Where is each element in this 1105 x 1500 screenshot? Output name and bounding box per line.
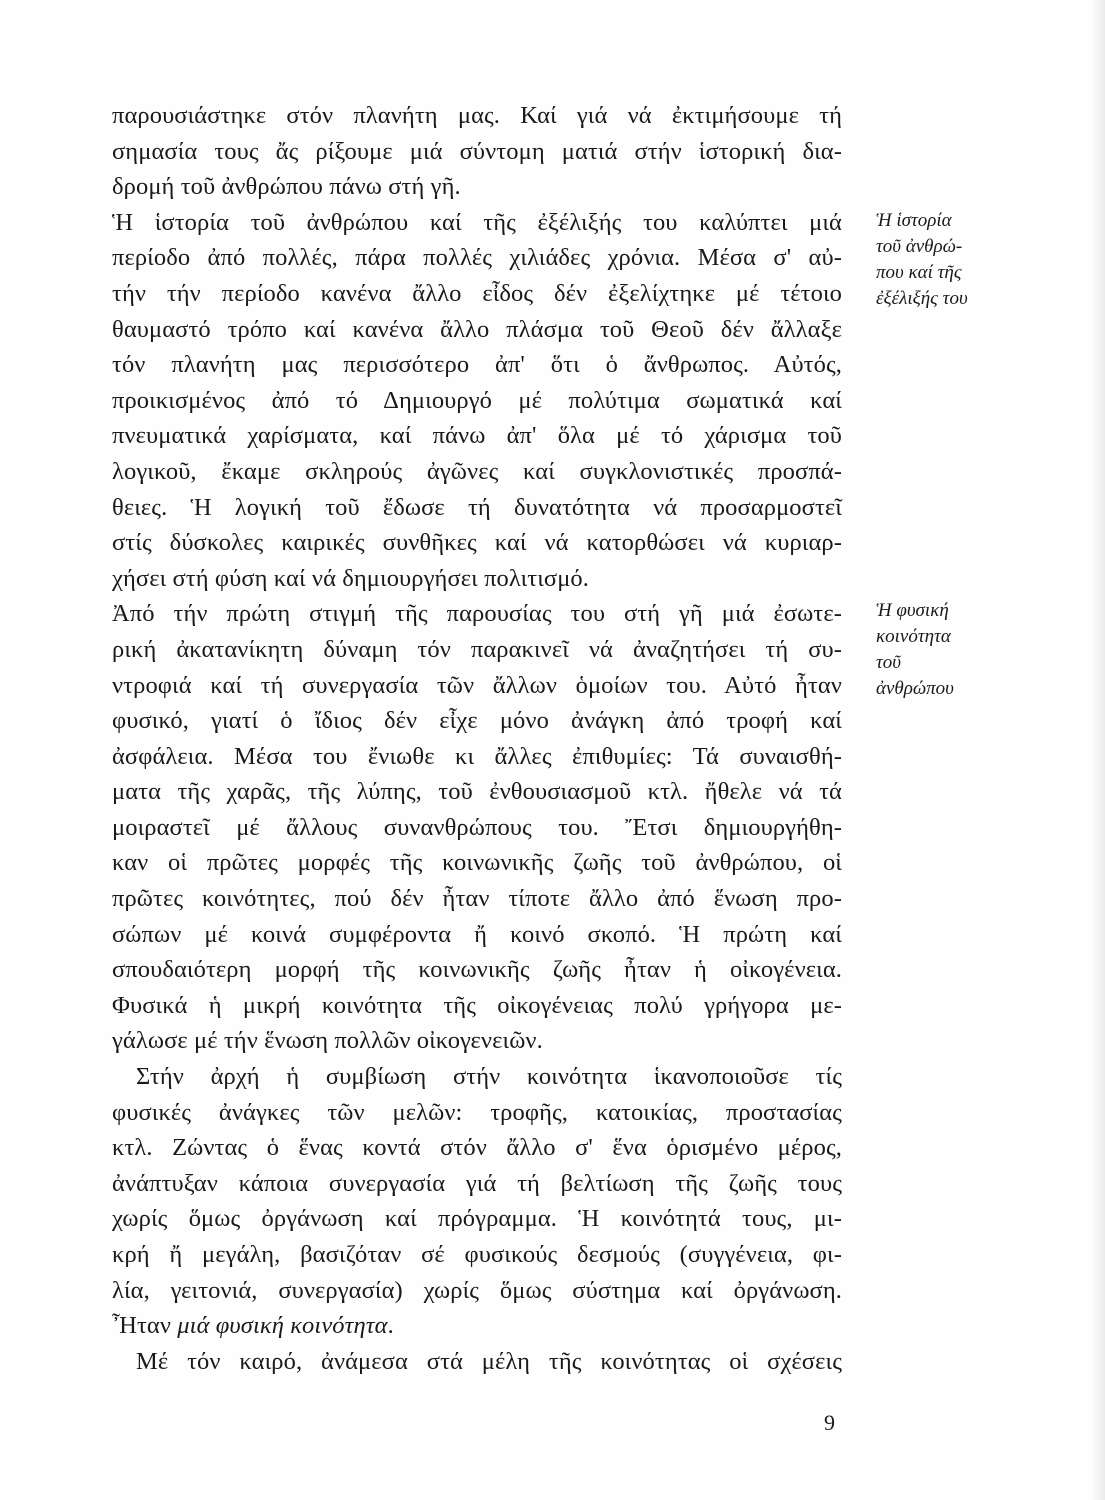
margin-note-line: που καί τῆς: [876, 262, 962, 283]
text-line: Μέ τόν καιρό, ἀνάμεσα στά μέλη τῆς κοινότητας οἱ σχέσεις: [136, 1347, 842, 1375]
text-line: σημασία τους ἄς ρίξουμε μιά σύντομη ματιά στήν ἱστορική δια-: [112, 137, 842, 165]
text-line: στίς δύσκολες καιρικές συνθῆκες καί νά κατορθώσει νά κυριαρ-: [112, 529, 842, 557]
margin-note-line: ἐξέλιξής του: [876, 288, 968, 309]
text-line: ματα τῆς χαρᾶς, τῆς λύπης, τοῦ ἐνθουσιασμοῦ κτλ. ἤθελε νά τά: [112, 778, 842, 806]
page-edge-shadow: [1091, 0, 1105, 1500]
margin-note-line: Ἡ φυσική: [876, 600, 949, 621]
text-line: θαυμαστό τρόπο καί κανένα ἄλλο πλάσμα τοῦ Θεοῦ δέν ἄλλαξε: [112, 315, 842, 343]
text-line: ἀνάπτυξαν κάποια συνεργασία γιά τή βελτίωση τῆς ζωῆς τους: [112, 1169, 842, 1197]
margin-note-history: [876, 208, 1046, 312]
margin-note-line: Ἡ ἱστορία: [876, 210, 952, 231]
body-text: [112, 98, 842, 1379]
text-line: Φυσικά ἡ μικρή κοινότητα τῆς οἰκογένειας πολύ γρήγορα με-: [112, 991, 842, 1019]
text-line: πνευματικά χαρίσματα, καί πάνω ἀπ' ὅλα μέ τό χάρισμα τοῦ: [112, 422, 842, 450]
text-line: Ἡ ἱστορία τοῦ ἀνθρώπου καί τῆς ἐξέλιξής του καλύπτει μιά: [112, 208, 842, 236]
text-line: ἀσφάλεια. Μέσα του ἔνιωθε κι ἄλλες ἐπιθυμίες: Τά συναισθή-: [112, 742, 842, 770]
text-line: Ἦταν μιά φυσική κοινότητα.: [112, 1312, 394, 1340]
text-line: θειες. Ἡ λογική τοῦ ἔδωσε τή δυνατότητα νά προσαρμοστεῖ: [112, 493, 842, 521]
text-line: προικισμένος ἀπό τό Δημιουργό μέ πολύτιμα σωματικά καί: [112, 386, 842, 414]
text-line: περίοδο ἀπό πολλές, πάρα πολλές χιλιάδες χρόνια. Μέσα σ' αὐ-: [112, 244, 842, 272]
text-line: κρή ἤ μεγάλη, βασιζόταν σέ φυσικούς δεσμούς (συγγένεια, φι-: [112, 1241, 842, 1268]
text-line: τόν πλανήτη μας περισσότερο ἀπ' ὅτι ὁ ἄνθρωπος. Αὐτός,: [112, 351, 842, 379]
text-line: γάλωσε μέ τήν ἕνωση πολλῶν οἰκογενειῶν.: [112, 1027, 543, 1055]
text-line: πρῶτες κοινότητες, πού δέν ἦταν τίποτε ἄλλο ἀπό ἕνωση προ-: [112, 885, 842, 913]
margin-note-line: κοινότητα: [876, 626, 951, 647]
text-line: σώπων μέ κοινά συμφέροντα ἤ κοινό σκοπό. Ἡ πρώτη καί: [112, 920, 842, 948]
margin-note-line: τοῦ ἀνθρώ-: [876, 236, 963, 257]
text-line: Ἀπό τήν πρώτη στιγμή τῆς παρουσίας του στή γῆ μιά ἐσωτε-: [112, 600, 842, 628]
text-line: κτλ. Ζώντας ὁ ἕνας κοντά στόν ἄλλο σ' ἕνα ὁρισμένο μέρος,: [112, 1134, 842, 1162]
text-line: ντροφιά καί τή συνεργασία τῶν ἄλλων ὁμοίων του. Αὐτό ἦταν: [112, 671, 842, 699]
text-line: παρουσιάστηκε στόν πλανήτη μας. Καί γιά νά ἐκτιμήσουμε τή: [112, 102, 842, 129]
text-line: καν οἱ πρῶτες μορφές τῆς κοινωνικῆς ζωῆς τοῦ ἀνθρώπου, οἱ: [112, 849, 842, 877]
text-line: ρική ἀκατανίκητη δύναμη τόν παρακινεῖ νά ἀναζητήσει τή συ-: [112, 635, 842, 663]
margin-note-line: ἀνθρώπου: [876, 678, 954, 699]
text-line: φυσικές ἀνάγκες τῶν μελῶν: τροφῆς, κατοικίας, προστασίας: [112, 1098, 842, 1126]
page-number: 9: [824, 1410, 835, 1435]
margin-note-line: τοῦ: [876, 652, 902, 673]
text-line: μοιραστεῖ μέ ἄλλους συνανθρώπους του. Ἔτσι δημιουργήθη-: [112, 813, 842, 841]
margin-note-natural-community: [876, 598, 1046, 702]
text-line: λογικοῦ, ἔκαμε σκληρούς ἀγῶνες καί συγκλονιστικές προσπά-: [112, 457, 842, 485]
text-line: χωρίς ὅμως ὀργάνωση καί πρόγραμμα. Ἡ κοινότητά τους, μι-: [112, 1205, 842, 1233]
text-line: σπουδαιότερη μορφή τῆς κοινωνικῆς ζωῆς ἦταν ἡ οἰκογένεια.: [112, 956, 842, 984]
text-line: φυσικό, γιατί ὁ ἴδιος δέν εἶχε μόνο ἀνάγκη ἀπό τροφή καί: [112, 707, 842, 735]
text-line: χήσει στή φύση καί νά δημιουργήσει πολιτισμό.: [112, 564, 590, 592]
text-line: τήν τήν περίοδο κανένα ἄλλο εἶδος δέν ἐξελίχτηκε μέ τέτοιο: [112, 279, 842, 307]
text-line: Στήν ἀρχή ἡ συμβίωση στήν κοινότητα ἱκανοποιοῦσε τίς: [136, 1063, 842, 1091]
text-line: δρομή τοῦ ἀνθρώπου πάνω στή γῆ.: [112, 173, 461, 201]
text-line: λία, γειτονιά, συνεργασία) χωρίς ὅμως σύστημα καί ὀργάνωση.: [112, 1276, 842, 1304]
